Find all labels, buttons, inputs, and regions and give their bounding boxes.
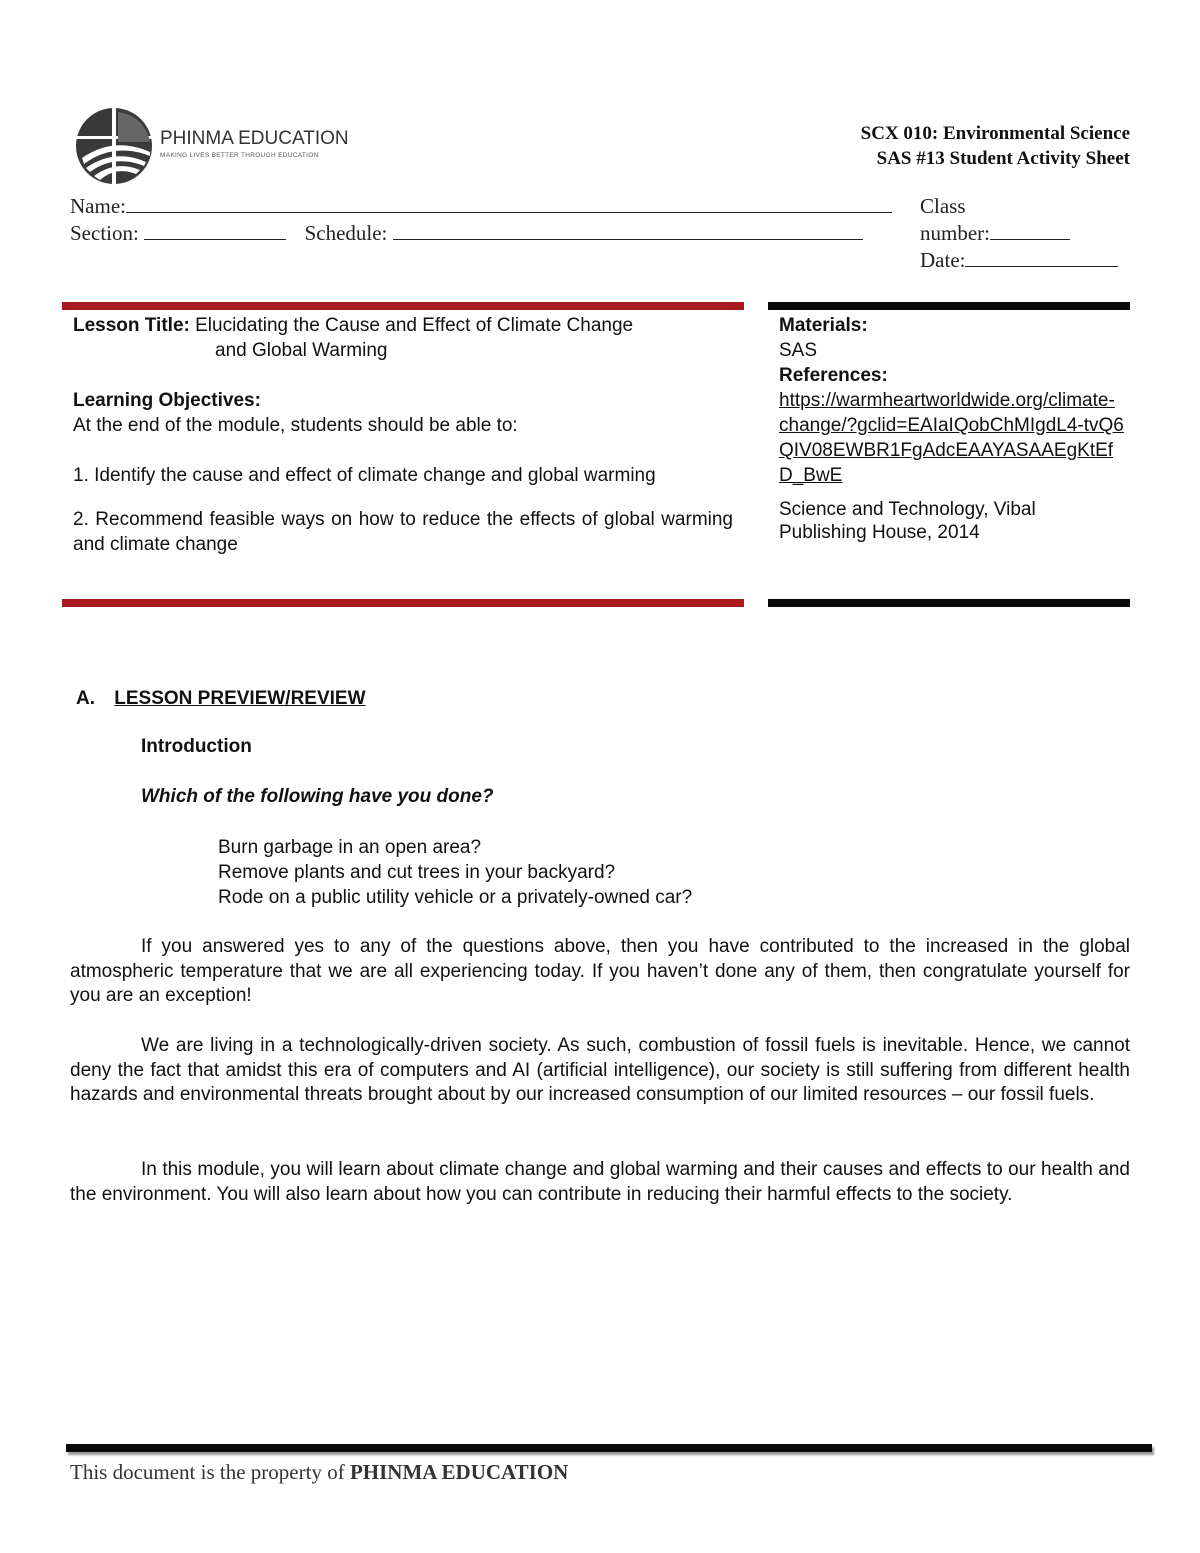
objectives-label: Learning Objectives: [73,390,261,411]
lesson-box [73,313,733,557]
class-number-field[interactable] [990,222,1070,240]
section-row [70,221,863,246]
name-row [70,194,892,219]
date-row [920,248,1118,273]
class-label: Class [920,194,966,218]
date-label: Date: [920,248,966,272]
paragraph-3: In this module, you will learn about climate change and global warming and their causes and effects to our health and the environment. You will also learn about how you can contribute in reducing their harmful effects to the society. [70,1159,1130,1205]
objective-2: 2. Recommend feasible ways on how to reduce the effects of global warming and climate change [73,509,733,555]
section-a-heading [76,686,1136,711]
materials-bottom-bar [768,599,1130,607]
reference-book: Science and Technology, Vibal Publishing House, 2014 [779,499,1036,543]
footer-prefix: This document is the property of [70,1460,350,1484]
question-list [218,835,692,910]
logo-name: PHINMA EDUCATION [160,128,349,149]
name-field[interactable] [126,195,892,213]
paragraph-1: If you answered yes to any of the questions above, then you have contributed to the increased in the global atmospheric temperature that we are all experiencing today. If you haven’t done any of them, then congratulate yourself for you are an exception! [70,936,1130,1006]
question-heading: Which of the following have you done? [141,786,494,807]
lesson-top-bar [62,302,744,310]
materials-label: Materials: [779,315,868,336]
sheet-title: SAS #13 Student Activity Sheet [876,148,1130,169]
footer-bar [66,1444,1152,1452]
section-label: Section: [70,221,139,245]
materials-top-bar [768,302,1130,310]
schedule-field[interactable] [393,222,863,240]
phinma-logo [74,106,349,186]
references-label: References: [779,365,888,386]
number-row [920,221,1070,246]
section-title: LESSON PREVIEW/REVIEW [114,688,366,709]
course-title: SCX 010: Environmental Science [860,123,1130,144]
list-item: Remove plants and cut trees in your backyard? [218,862,616,883]
footer-text [70,1460,568,1485]
schedule-label: Schedule: [304,221,388,245]
phinma-globe-icon [74,106,154,186]
lesson-title [73,313,733,338]
name-label: Name: [70,194,126,218]
lesson-title-line2: and Global Warming [215,340,388,361]
materials-value: SAS [779,340,818,361]
date-field[interactable] [965,249,1118,267]
materials-box [779,313,1124,544]
list-item: Rode on a public utility vehicle or a privately-owned car? [218,887,693,908]
lesson-title-label: Lesson Title: [73,315,190,336]
section-field[interactable] [144,222,286,240]
section-letter: A. [76,688,95,709]
course-info [861,121,1130,171]
introduction-label: Introduction [141,736,252,757]
list-item: Burn garbage in an open area? [218,837,482,858]
lesson-title-line1: Elucidating the Cause and Effect of Climate Change [195,315,634,336]
footer-owner: PHINMA EDUCATION [349,1460,569,1484]
logo-tagline: MAKING LIVES BETTER THROUGH EDUCATION [160,152,319,159]
reference-link[interactable]: https://warmheartworldwide.org/climate-change/?gclid=EAIaIQobChMIgdL4-tvQ6QIV08EWBR1FgAdcEAAYASAAEgKtEfD_BwE [779,390,1124,486]
paragraph-2: We are living in a technologically-driven society. As such, combustion of fossil fuels is inevitable. Hence, we cannot deny the fact that amidst this era of computers and AI (artificial intelligence), our society is still suffering from different health hazards and environmental threats brought about by our increased consumption of our limited resources – our fossil fuels. [70,1035,1130,1105]
objective-1: 1. Identify the cause and effect of climate change and global warming [73,465,656,486]
objectives-intro: At the end of the module, students should be able to: [73,415,518,436]
lesson-bottom-bar [62,599,744,607]
number-label: number: [920,221,990,245]
